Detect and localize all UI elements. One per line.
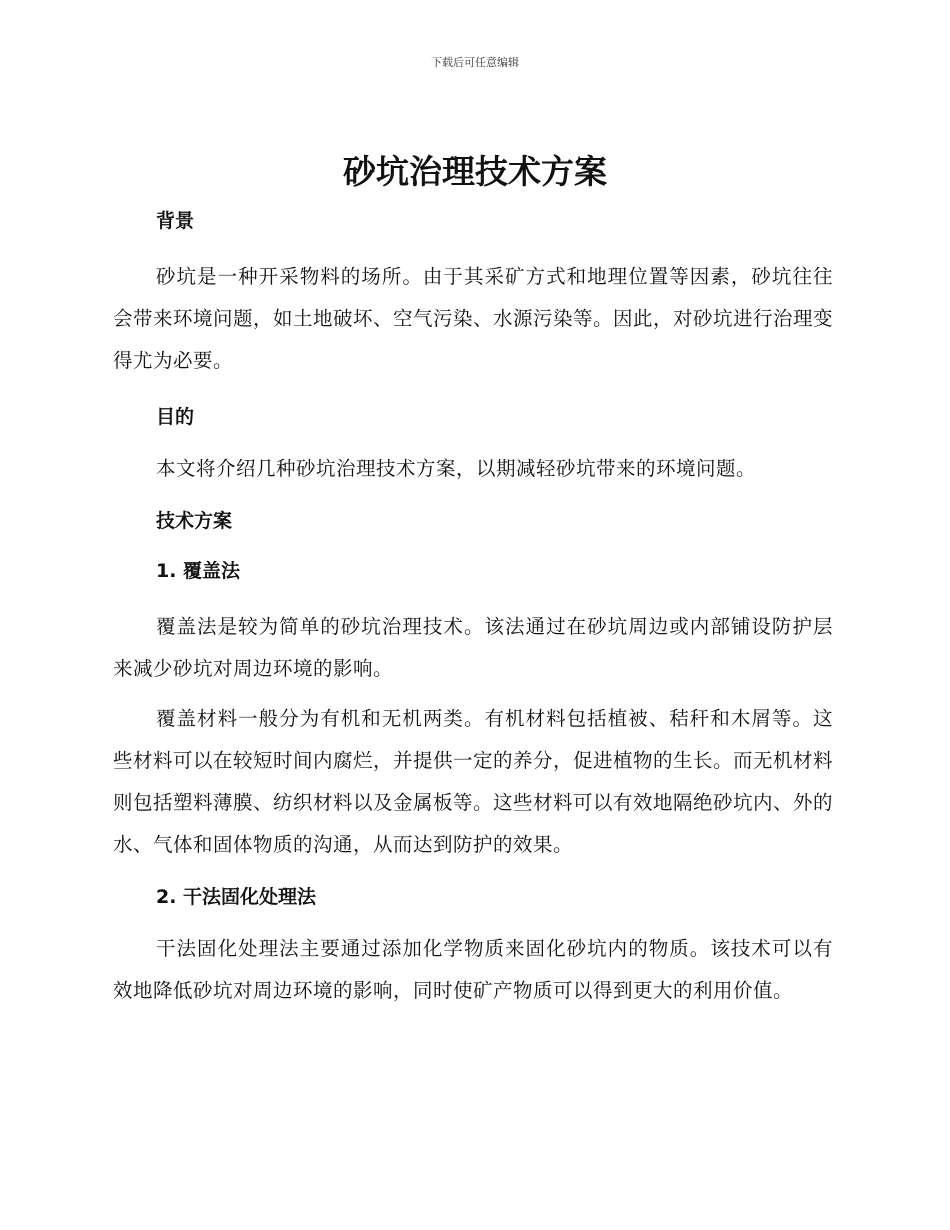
section-heading-purpose: 目的 [156,406,195,428]
section-heading-method1: 1. 覆盖法 [156,560,241,582]
section-heading-tech: 技术方案 [156,510,233,532]
paragraph-purpose: 本文将介绍几种砂坑治理技术方案，以期减轻砂坑带来的环境问题。 [156,457,757,480]
paragraph-method1-intro: 覆盖法是较为简单的砂坑治理技术。该法通过在砂坑周边或内部铺设防护层来减少砂坑对周边环境的影响。 [113,615,833,680]
paragraph-method1-materials: 覆盖材料一般分为有机和无机两类。有机材料包括植被、秸秆和木屑等。这些材料可以在较短时间内腐烂，并提供一定的养分，促进植物的生长。而无机材料则包括塑料薄膜、纺织材料以及金属板等。这些材料可以有效地隔绝砂坑内、外的水、气体和固体物质的沟通，从而达到防护的效果。 [113,707,834,856]
paragraph-method2: 干法固化处理法主要通过添加化学物质来固化砂坑内的物质。该技术可以有效地降低砂坑对周边环境的影响，同时使矿产物质可以得到更大的利用价值。 [113,937,833,1002]
document-body [113,206,833,1012]
section-heading-method2: 2. 干法固化处理法 [156,886,317,908]
paragraph-background: 砂坑是一种开采物料的场所。由于其采矿方式和地理位置等因素，砂坑往往会带来环境问题，如土地破坏、空气污染、水源污染等。因此，对砂坑进行治理变得尤为必要。 [113,265,834,372]
header-note: 下载后可任意编辑 [431,56,519,69]
document-title: 砂坑治理技术方案 [343,152,607,191]
section-heading-background: 背景 [156,210,195,232]
